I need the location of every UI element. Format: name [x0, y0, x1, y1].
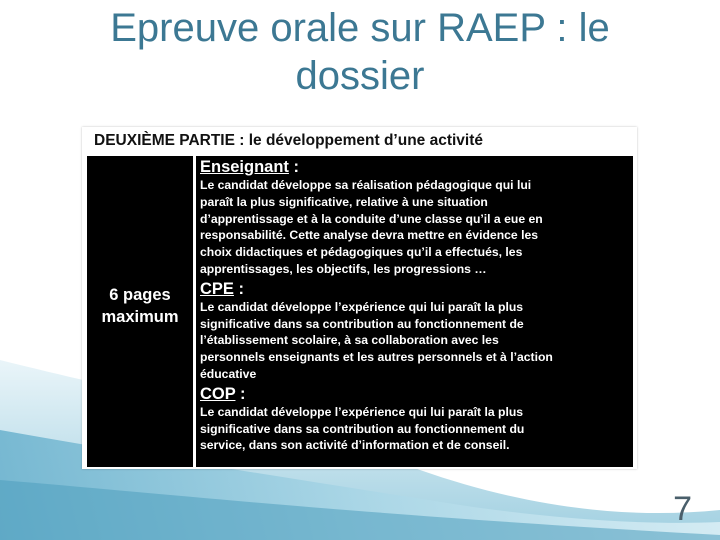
role-name: Enseignant: [200, 158, 289, 176]
activity-table: [87, 156, 633, 467]
description-line: personnels enseignants et les autres personnels et à l’action: [200, 350, 553, 365]
role-suffix: :: [288, 158, 300, 176]
description-line: d’apprentissage et à la conduite d’une classe qu’il a eue en: [200, 211, 543, 226]
role-description: [200, 177, 630, 278]
role-suffix: :: [233, 279, 245, 298]
page-limit-line2: maximum: [101, 308, 179, 326]
description-line: apprentissages, les objectifs, les progressions …: [200, 261, 487, 276]
content-image: [82, 127, 637, 469]
column-divider: [193, 156, 196, 467]
slide-title: [40, 4, 680, 100]
part-heading: DEUXIÈME PARTIE : le développement d’une activité: [94, 132, 484, 149]
description-line: Le candidat développe l’expérience qui lui paraît la plus: [200, 299, 524, 314]
description-line: Le candidat développe sa réalisation pédagogique qui lui: [200, 178, 532, 192]
role-description: [200, 299, 630, 383]
description-line: service, dans son activité d’information et de conseil.: [200, 438, 510, 453]
description-line: significative dans sa contribution au fonctionnement du: [200, 421, 525, 436]
page-limit-cell: [87, 156, 193, 467]
page-number: 7: [673, 490, 692, 528]
description-line: éducative: [200, 366, 257, 381]
slide-title-line1: Epreuve orale sur RAEP : le: [110, 6, 610, 50]
section-enseignant: [200, 158, 630, 278]
role-name: CPE: [200, 279, 234, 298]
role-name: COP: [200, 384, 236, 403]
section-cpe: [200, 280, 630, 383]
description-line: significative dans sa contribution au fonctionnement de: [200, 316, 524, 331]
role-heading: [200, 385, 630, 404]
slide-title-line2: dossier: [295, 54, 425, 98]
description-line: responsabilité. Cette analyse devra mettre en évidence les: [200, 228, 539, 243]
role-suffix: :: [235, 384, 246, 403]
description-line: Le candidat développe l’expérience qui lui paraît la plus: [200, 404, 524, 419]
role-heading: [200, 158, 630, 177]
description-line: choix didactiques et pédagogiques qu’il a effectués, les: [200, 245, 523, 260]
role-heading: [200, 280, 630, 299]
role-description: [200, 404, 630, 454]
description-line: l’établissement scolaire, à sa collaboration avec les: [200, 333, 499, 348]
page-limit-label: [87, 284, 193, 328]
page-limit-line1: 6 pages: [109, 286, 171, 304]
section-cop: [200, 385, 630, 454]
roles-cell: [200, 156, 630, 467]
description-line: paraît la plus significative, relative à une situation: [200, 194, 488, 209]
